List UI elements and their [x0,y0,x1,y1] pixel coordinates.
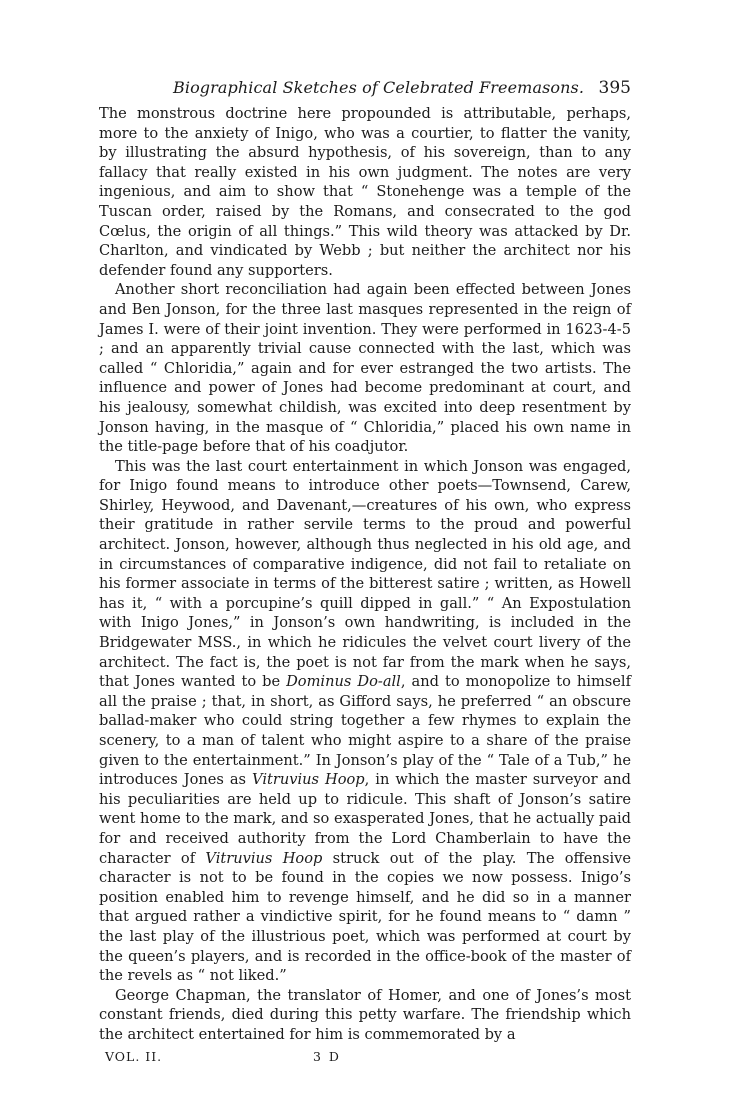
text-segment: Another short reconciliation had again been effected between Jones and Ben Jonson, for the three last masques represented in the reign of James I. were of their joint invention. They were performed in 1623-4-5 ; and an apparently trivial cause connected with the last, which was called “ Chloridia,” again and for ever estranged the two artists. The influence and power of Jones had become predominant at court, and his jealousy, somewhat childish, was excited into deep resentment by Jonson having, in the masque of “ Chloridia,” placed his own name in the title-page before that of his coadjutor. [99,281,631,456]
body-text [99,104,631,1045]
text-segment: , and to monopolize to himself all the praise ; that, in short, as Gifford says, he preferred “ an obscure ballad-maker who could string together a few rhymes to explain the scenery, to a man of talent who might aspire to a share of the praise given to the entertainment.” In Jonson’s play of the “ Tale of a Tub,” he introduces Jones as [99,673,631,789]
italic-phrase: Vitruvius Hoop [252,771,365,789]
volume-mark: VOL. II. [105,1048,163,1064]
italic-phrase: Dominus Do-all [286,673,401,691]
page-footer [99,1046,631,1068]
text-segment: The monstrous doctrine here propounded is attributable, perhaps, more to the anxiety of Inigo, who was a courtier, to flatter the vanity, by illustrating the absurd hypothesis, of his sovereign, than to any fallacy that really existed in his own judgment. The notes are very ingenious, and aim to show that “ Stonehenge was a temple of the Tuscan order, raised by the Romans, and consecrated to the god Cœlus, the origin of all things.” This wild theory was attacked by Dr. Charlton, and vindicated by Webb ; but neither the architect nor his defender found any supporters. [99,105,631,279]
text-segment: This was the last court entertainment in which Jonson was engaged, for Inigo found means to introduce other poets—Townsend, Carew, Shirley, Heywood, and Davenant,—creatures of his own, who express their gratitude in rather servile terms to the proud and powerful architect. Jonson, however, although thus neglected in his old age, and in circumstances of comparative indigence, did not fail to retaliate on his former associate in terms of the bitterest satire ; written, as Howell has it, “ with a porcupine’s quill dipped in gall.” “ An Expostulation with Inigo Jones,” in Jonson’s own handwriting, is included in the Bridgewater MSS., in which he ridicules the velvet court livery of the architect. The fact is, the poet is not far from the mark when he says, that Jones wanted to be [99,457,631,691]
text-segment: , in which the master surveyor and his peculiarities are held up to ridicule. This shaft of Jonson’s satire went home to the mark, and so exasperated Jones, that he actually paid for and received authority from the Lord Chamberlain to have the character of [99,771,631,867]
text-segment: George Chapman, the translator of Homer, and one of Jones’s most constant friends, died during this petty warfare. The friendship which the architect entertained for him is commemorated by a [99,986,631,1043]
signature-mark: 3 D [313,1048,341,1064]
running-head [99,74,631,102]
page-number: 395 [598,78,631,98]
italic-phrase: Vitruvius Hoop [205,849,323,867]
paragraph-reconciliation [99,280,631,456]
text-segment: struck out of the play. The offensive character is not to be found in the copies we now possess. Inigo’s position enabled him to revenge himself, and he did so in a manner that argued rather a vindictive spirit, for he found means to “ damn ” the last play of the illustrious poet, which was performed at court by the queen’s players, and is recorded in the office-book of the master of the revels as “ not liked.” [99,849,631,985]
paragraph-chapman [99,986,631,1045]
book-page [99,74,631,1068]
paragraph-stonehenge [99,104,631,280]
paragraph-last-entertainment [99,457,631,986]
running-title: Biographical Sketches of Celebrated Freemasons. [173,78,585,97]
